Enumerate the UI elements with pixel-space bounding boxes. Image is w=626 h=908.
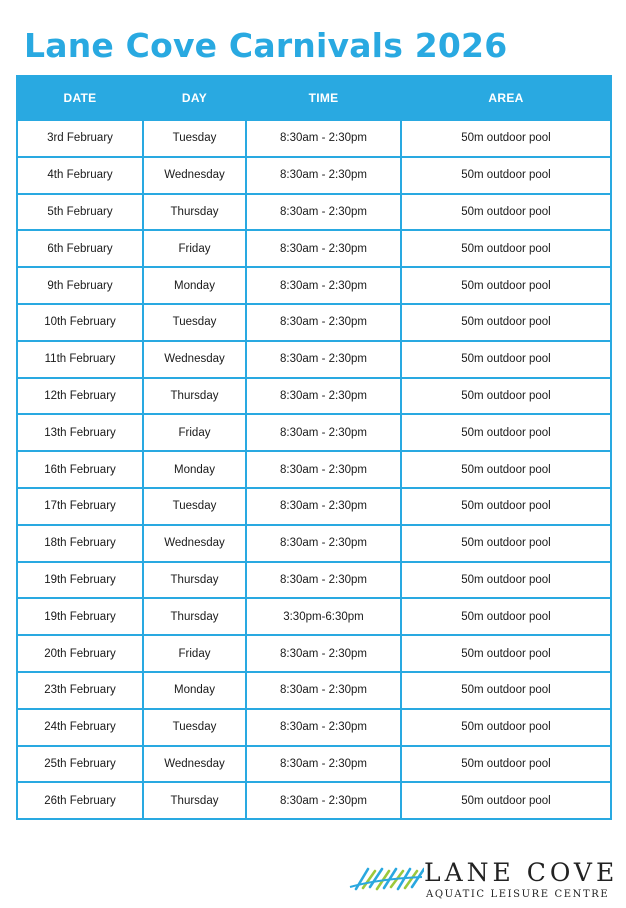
table-row: [17, 782, 611, 819]
day-cell: Thursday: [143, 782, 246, 819]
table-row: [17, 414, 611, 451]
time-cell: 8:30am - 2:30pm: [246, 525, 401, 562]
time-cell: 8:30am - 2:30pm: [246, 562, 401, 599]
day-cell: Monday: [143, 672, 246, 709]
time-cell: 8:30am - 2:30pm: [246, 414, 401, 451]
area-cell: 50m outdoor pool: [401, 414, 611, 451]
column-header-date: DATE: [17, 76, 143, 120]
table-row: [17, 267, 611, 304]
table-row: [17, 341, 611, 378]
area-cell: 50m outdoor pool: [401, 341, 611, 378]
table-row: [17, 194, 611, 231]
carnival-schedule-table: [16, 75, 612, 820]
table-row: [17, 525, 611, 562]
table-header-row: [17, 76, 611, 120]
column-header-day: DAY: [143, 76, 246, 120]
area-cell: 50m outdoor pool: [401, 194, 611, 231]
day-cell: Friday: [143, 635, 246, 672]
table-body: [17, 120, 611, 819]
time-cell: 8:30am - 2:30pm: [246, 709, 401, 746]
logo-subtitle-text: AQUATIC LEISURE CENTRE: [426, 889, 610, 900]
day-cell: Wednesday: [143, 746, 246, 783]
day-cell: Wednesday: [143, 341, 246, 378]
date-cell: 9th February: [17, 267, 143, 304]
day-cell: Friday: [143, 414, 246, 451]
time-cell: 3:30pm-6:30pm: [246, 598, 401, 635]
day-cell: Monday: [143, 267, 246, 304]
time-cell: 8:30am - 2:30pm: [246, 194, 401, 231]
date-cell: 23th February: [17, 672, 143, 709]
time-cell: 8:30am - 2:30pm: [246, 230, 401, 267]
date-cell: 5th February: [17, 194, 143, 231]
table-row: [17, 746, 611, 783]
table-row: [17, 157, 611, 194]
area-cell: 50m outdoor pool: [401, 230, 611, 267]
page-title: Lane Cove Carnivals 2026: [24, 26, 508, 65]
date-cell: 19th February: [17, 598, 143, 635]
table-row: [17, 598, 611, 635]
table-row: [17, 304, 611, 341]
area-cell: 50m outdoor pool: [401, 672, 611, 709]
time-cell: 8:30am - 2:30pm: [246, 267, 401, 304]
day-cell: Tuesday: [143, 488, 246, 525]
date-cell: 26th February: [17, 782, 143, 819]
day-cell: Tuesday: [143, 120, 246, 157]
date-cell: 17th February: [17, 488, 143, 525]
time-cell: 8:30am - 2:30pm: [246, 341, 401, 378]
area-cell: 50m outdoor pool: [401, 562, 611, 599]
date-cell: 6th February: [17, 230, 143, 267]
date-cell: 18th February: [17, 525, 143, 562]
day-cell: Wednesday: [143, 525, 246, 562]
date-cell: 16th February: [17, 451, 143, 488]
area-cell: 50m outdoor pool: [401, 488, 611, 525]
time-cell: 8:30am - 2:30pm: [246, 378, 401, 415]
day-cell: Thursday: [143, 562, 246, 599]
day-cell: Monday: [143, 451, 246, 488]
area-cell: 50m outdoor pool: [401, 267, 611, 304]
day-cell: Tuesday: [143, 709, 246, 746]
logo-brand-text: LANE COVE: [424, 858, 619, 887]
table-row: [17, 488, 611, 525]
date-cell: 4th February: [17, 157, 143, 194]
date-cell: 12th February: [17, 378, 143, 415]
time-cell: 8:30am - 2:30pm: [246, 782, 401, 819]
table-row: [17, 709, 611, 746]
time-cell: 8:30am - 2:30pm: [246, 304, 401, 341]
table-row: [17, 562, 611, 599]
date-cell: 24th February: [17, 709, 143, 746]
area-cell: 50m outdoor pool: [401, 525, 611, 562]
date-cell: 11th February: [17, 341, 143, 378]
area-cell: 50m outdoor pool: [401, 304, 611, 341]
day-cell: Wednesday: [143, 157, 246, 194]
table-row: [17, 120, 611, 157]
area-cell: 50m outdoor pool: [401, 746, 611, 783]
time-cell: 8:30am - 2:30pm: [246, 157, 401, 194]
area-cell: 50m outdoor pool: [401, 378, 611, 415]
table-row: [17, 378, 611, 415]
table-row: [17, 672, 611, 709]
date-cell: 13th February: [17, 414, 143, 451]
time-cell: 8:30am - 2:30pm: [246, 488, 401, 525]
day-cell: Tuesday: [143, 304, 246, 341]
area-cell: 50m outdoor pool: [401, 120, 611, 157]
time-cell: 8:30am - 2:30pm: [246, 672, 401, 709]
date-cell: 19th February: [17, 562, 143, 599]
area-cell: 50m outdoor pool: [401, 635, 611, 672]
day-cell: Thursday: [143, 194, 246, 231]
area-cell: 50m outdoor pool: [401, 157, 611, 194]
table-row: [17, 451, 611, 488]
table-row: [17, 230, 611, 267]
date-cell: 20th February: [17, 635, 143, 672]
area-cell: 50m outdoor pool: [401, 709, 611, 746]
day-cell: Thursday: [143, 598, 246, 635]
table-row: [17, 635, 611, 672]
day-cell: Thursday: [143, 378, 246, 415]
lane-cove-logo: [348, 858, 618, 902]
area-cell: 50m outdoor pool: [401, 782, 611, 819]
time-cell: 8:30am - 2:30pm: [246, 746, 401, 783]
column-header-area: AREA: [401, 76, 611, 120]
date-cell: 10th February: [17, 304, 143, 341]
date-cell: 3rd February: [17, 120, 143, 157]
wave-stripes-icon: [348, 867, 424, 891]
time-cell: 8:30am - 2:30pm: [246, 451, 401, 488]
time-cell: 8:30am - 2:30pm: [246, 120, 401, 157]
area-cell: 50m outdoor pool: [401, 598, 611, 635]
column-header-time: TIME: [246, 76, 401, 120]
day-cell: Friday: [143, 230, 246, 267]
date-cell: 25th February: [17, 746, 143, 783]
area-cell: 50m outdoor pool: [401, 451, 611, 488]
time-cell: 8:30am - 2:30pm: [246, 635, 401, 672]
